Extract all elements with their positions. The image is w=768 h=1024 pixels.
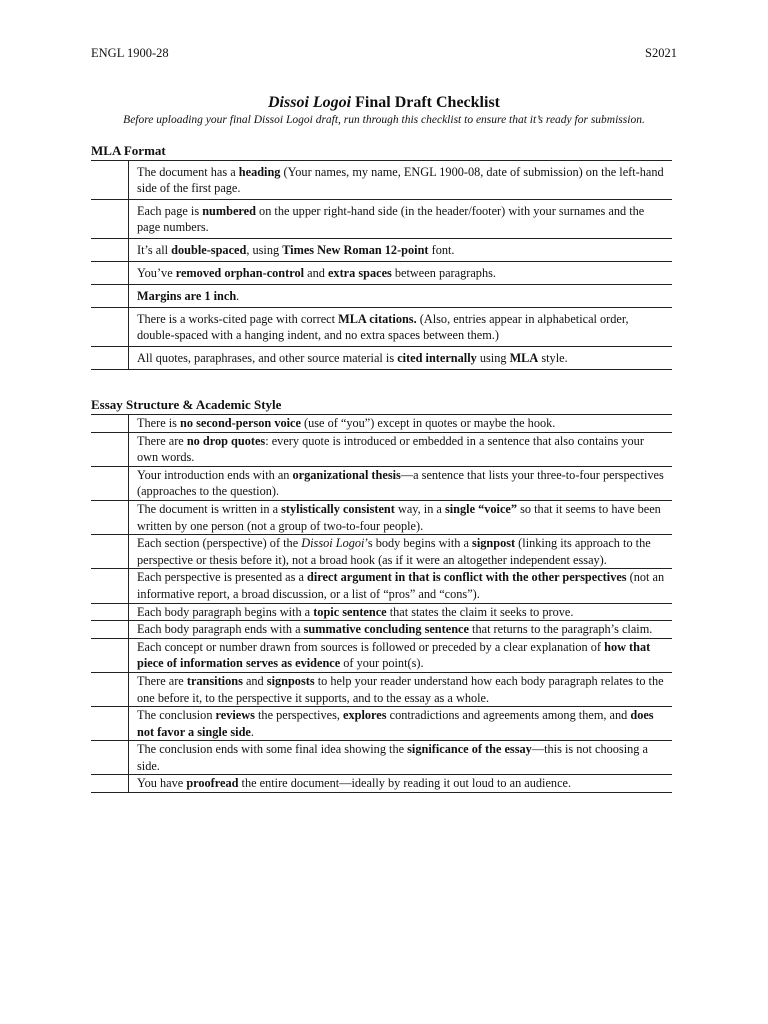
checkbox-cell[interactable] — [91, 707, 129, 741]
item-text-segment: of your point(s). — [340, 656, 424, 671]
item-text-segment: There is — [137, 416, 181, 430]
course-code: ENGL 1900-28 — [91, 46, 169, 60]
checkbox-cell[interactable] — [91, 741, 129, 775]
item-text-segment: and — [304, 266, 328, 280]
checklist-row — [91, 707, 672, 741]
item-text-segment: removed orphan-control — [175, 266, 305, 280]
item-text-segment: Times New Roman 12-point — [282, 243, 429, 257]
item-text-segment: , using — [246, 243, 283, 257]
item-text-segment: stylistically consistent — [281, 501, 395, 516]
checkbox-cell[interactable] — [91, 285, 129, 308]
item-text-segment: Margins are 1 inch — [137, 289, 237, 303]
checklist-item-text — [129, 741, 673, 775]
checklist-item-text — [129, 262, 673, 285]
item-text-segment: (Also, entries appear in alphabetical order, double-spaced with a hanging indent, and no extra spaces between them.) — [137, 312, 629, 342]
item-text-segment: way, in a — [394, 501, 445, 516]
page-subtitle: Before uploading your final Dissoi Logoi draft, run through this checklist to ensure that it’s ready for submission. — [123, 114, 645, 126]
item-text-segment: (not an informative report, a broad discussion, or a list of “pros” and “cons”). — [137, 570, 665, 601]
item-text-segment: significance of the essay — [407, 742, 532, 757]
checkbox-cell[interactable] — [91, 500, 129, 534]
checklist-item-text — [129, 621, 673, 639]
mla-checklist — [91, 160, 672, 370]
item-text-segment: Each body paragraph ends with a — [137, 622, 304, 637]
item-text-segment: double-spaced — [171, 243, 247, 257]
checkbox-cell[interactable] — [91, 262, 129, 285]
item-text-segment: There are — [137, 433, 187, 448]
item-text-segment: on the upper right-hand side (in the header/footer) with your surnames and the page numbers. — [137, 204, 645, 234]
checklist-item-text — [129, 239, 673, 262]
item-text-segment: proofread — [186, 776, 239, 791]
checklist-row — [91, 603, 672, 621]
title-italic: Dissoi Logoi — [268, 94, 352, 111]
item-text-segment: using — [476, 351, 510, 365]
item-text-segment: : every quote is introduced or embedded in a sentence that also contains your own words. — [137, 433, 644, 465]
item-text-segment: Each perspective is presented as a — [137, 570, 308, 585]
checkbox-cell[interactable] — [91, 775, 129, 793]
checklist-row — [91, 569, 672, 603]
checklist-row — [91, 638, 672, 672]
checklist-row — [91, 672, 672, 706]
checklist-row — [91, 415, 672, 433]
item-text-segment: to help your reader understand how each body paragraph relates to the one before it, to the perspective it supports, and to the essay as a whole. — [137, 673, 664, 705]
checklist-item-text — [129, 308, 673, 347]
item-text-segment: signposts — [266, 673, 315, 688]
item-text-segment: numbered — [202, 204, 256, 218]
item-text-segment: cited internally — [397, 351, 477, 365]
item-text-segment: signpost — [472, 536, 516, 551]
item-text-segment: the entire document—ideally by reading it out loud to an audience. — [238, 776, 572, 791]
checklist-row — [91, 239, 672, 262]
item-text-segment: Each page is — [137, 204, 203, 218]
section-heading-mla: MLA Format — [91, 143, 166, 158]
item-text-segment: MLA citations. — [338, 312, 417, 326]
checklist-item-text — [129, 161, 673, 200]
item-text-segment: and — [242, 673, 267, 688]
checkbox-cell[interactable] — [91, 569, 129, 603]
checklist-item-text — [129, 415, 673, 433]
checklist-item-text — [129, 775, 673, 793]
item-text-segment: (use of “you”) except in quotes or maybe the hook. — [300, 416, 556, 430]
item-text-segment: Your introduction ends with an — [137, 467, 293, 482]
item-text-segment: how that piece of information serves as evidence — [137, 639, 651, 671]
checklist-row — [91, 535, 672, 569]
checklist-item-text — [129, 638, 673, 672]
item-text-segment: no drop quotes — [186, 433, 266, 448]
term-code: S2021 — [645, 46, 677, 60]
checklist-row — [91, 285, 672, 308]
checkbox-cell[interactable] — [91, 432, 129, 466]
checkbox-cell[interactable] — [91, 672, 129, 706]
checklist-item-text — [129, 200, 673, 239]
checkbox-cell[interactable] — [91, 200, 129, 239]
section-heading-essay: Essay Structure & Academic Style — [91, 397, 282, 412]
item-text-segment: organizational thesis — [292, 467, 401, 482]
item-text-segment: —a sentence that lists your three-to-four perspectives (approaches to the question). — [137, 467, 664, 499]
checklist-item-text — [129, 500, 673, 534]
item-text-segment: extra spaces — [327, 266, 392, 280]
essay-checklist — [91, 414, 672, 793]
item-text-segment: no second-person voice — [180, 416, 301, 430]
checklist-item-text — [129, 285, 673, 308]
title-rest: Final Draft Checklist — [351, 94, 500, 111]
item-text-segment: summative concluding sentence — [303, 622, 469, 637]
checklist-row — [91, 500, 672, 534]
item-text-segment: font. — [428, 243, 455, 257]
checklist-item-text — [129, 347, 673, 370]
item-text-segment: the perspectives, — [254, 708, 344, 723]
checklist-row — [91, 621, 672, 639]
item-text-segment: does not favor a single side — [137, 708, 654, 739]
item-text-segment: MLA — [509, 351, 539, 365]
item-text-segment: There are — [137, 673, 187, 688]
checkbox-cell[interactable] — [91, 638, 129, 672]
checkbox-cell[interactable] — [91, 535, 129, 569]
checklist-item-text — [129, 466, 673, 500]
checkbox-cell[interactable] — [91, 603, 129, 621]
item-text-segment: direct argument in that is conflict with the other perspectives — [307, 570, 627, 585]
checkbox-cell[interactable] — [91, 415, 129, 433]
checklist-row — [91, 262, 672, 285]
checkbox-cell[interactable] — [91, 621, 129, 639]
item-text-segment: The conclusion ends with some final idea showing the — [137, 742, 408, 757]
item-text-segment: that returns to the paragraph’s claim. — [468, 622, 653, 637]
item-text-segment: topic sentence — [313, 604, 387, 619]
checkbox-cell[interactable] — [91, 347, 129, 370]
checkbox-cell[interactable] — [91, 466, 129, 500]
checklist-row — [91, 347, 672, 370]
checklist-item-text — [129, 672, 673, 706]
checklist-row — [91, 466, 672, 500]
checklist-row — [91, 775, 672, 793]
checklist-item-text — [129, 535, 673, 569]
item-text-segment: It’s all — [137, 243, 172, 257]
item-text-segment: contradictions and agreements among them, and — [386, 708, 631, 723]
checklist-item-text — [129, 603, 673, 621]
item-text-segment: —this is not choosing a side. — [137, 742, 648, 773]
item-text-segment: transitions — [186, 673, 243, 688]
item-text-segment: You have — [137, 776, 187, 791]
item-text-segment: heading — [238, 165, 281, 179]
checklist-row — [91, 200, 672, 239]
item-text-segment: Each section (perspective) of the — [137, 536, 302, 551]
item-text-segment: (Your names, my name, ENGL 1900-08, date of submission) on the left-hand side of the first page. — [137, 165, 664, 195]
item-text-segment: reviews — [215, 708, 255, 723]
item-text-segment: so that it seems to have been written by one person (not a group of two-to-four people). — [137, 501, 661, 533]
item-text-segment: The document has a — [137, 165, 239, 179]
item-text-segment: Each concept or number drawn from sources is followed or preceded by a clear explanation of — [137, 639, 605, 654]
checkbox-cell[interactable] — [91, 161, 129, 200]
item-text-segment: The conclusion — [137, 708, 216, 723]
item-text-segment: single “voice” — [444, 501, 518, 516]
checklist-item-text — [129, 707, 673, 741]
item-text-segment: All quotes, paraphrases, and other source material is — [137, 351, 398, 365]
item-text-segment: Dissoi Logoi — [301, 536, 365, 551]
checklist-row — [91, 308, 672, 347]
item-text-segment: Each body paragraph begins with a — [137, 604, 314, 619]
item-text-segment: (linking its approach to the perspective or thesis before it), not a broad hook (as if it were an altogether independent essay). — [137, 536, 651, 567]
item-text-segment: between paragraphs. — [391, 266, 496, 280]
checklist-row — [91, 161, 672, 200]
item-text-segment: ’s body begins with a — [364, 536, 473, 551]
item-text-segment: explores — [343, 708, 387, 723]
checklist-row — [91, 741, 672, 775]
checkbox-cell[interactable] — [91, 239, 129, 262]
item-text-segment: that states the claim it seeks to prove. — [386, 604, 574, 619]
item-text-segment: You’ve — [137, 266, 176, 280]
item-text-segment: . — [250, 724, 254, 739]
item-text-segment: style. — [538, 351, 568, 365]
checklist-row — [91, 432, 672, 466]
item-text-segment: There is a works-cited page with correct — [137, 312, 339, 326]
checkbox-cell[interactable] — [91, 308, 129, 347]
item-text-segment: . — [236, 289, 240, 303]
checklist-item-text — [129, 432, 673, 466]
page-title — [0, 94, 768, 112]
checklist-item-text — [129, 569, 673, 603]
item-text-segment: The document is written in a — [137, 501, 282, 516]
